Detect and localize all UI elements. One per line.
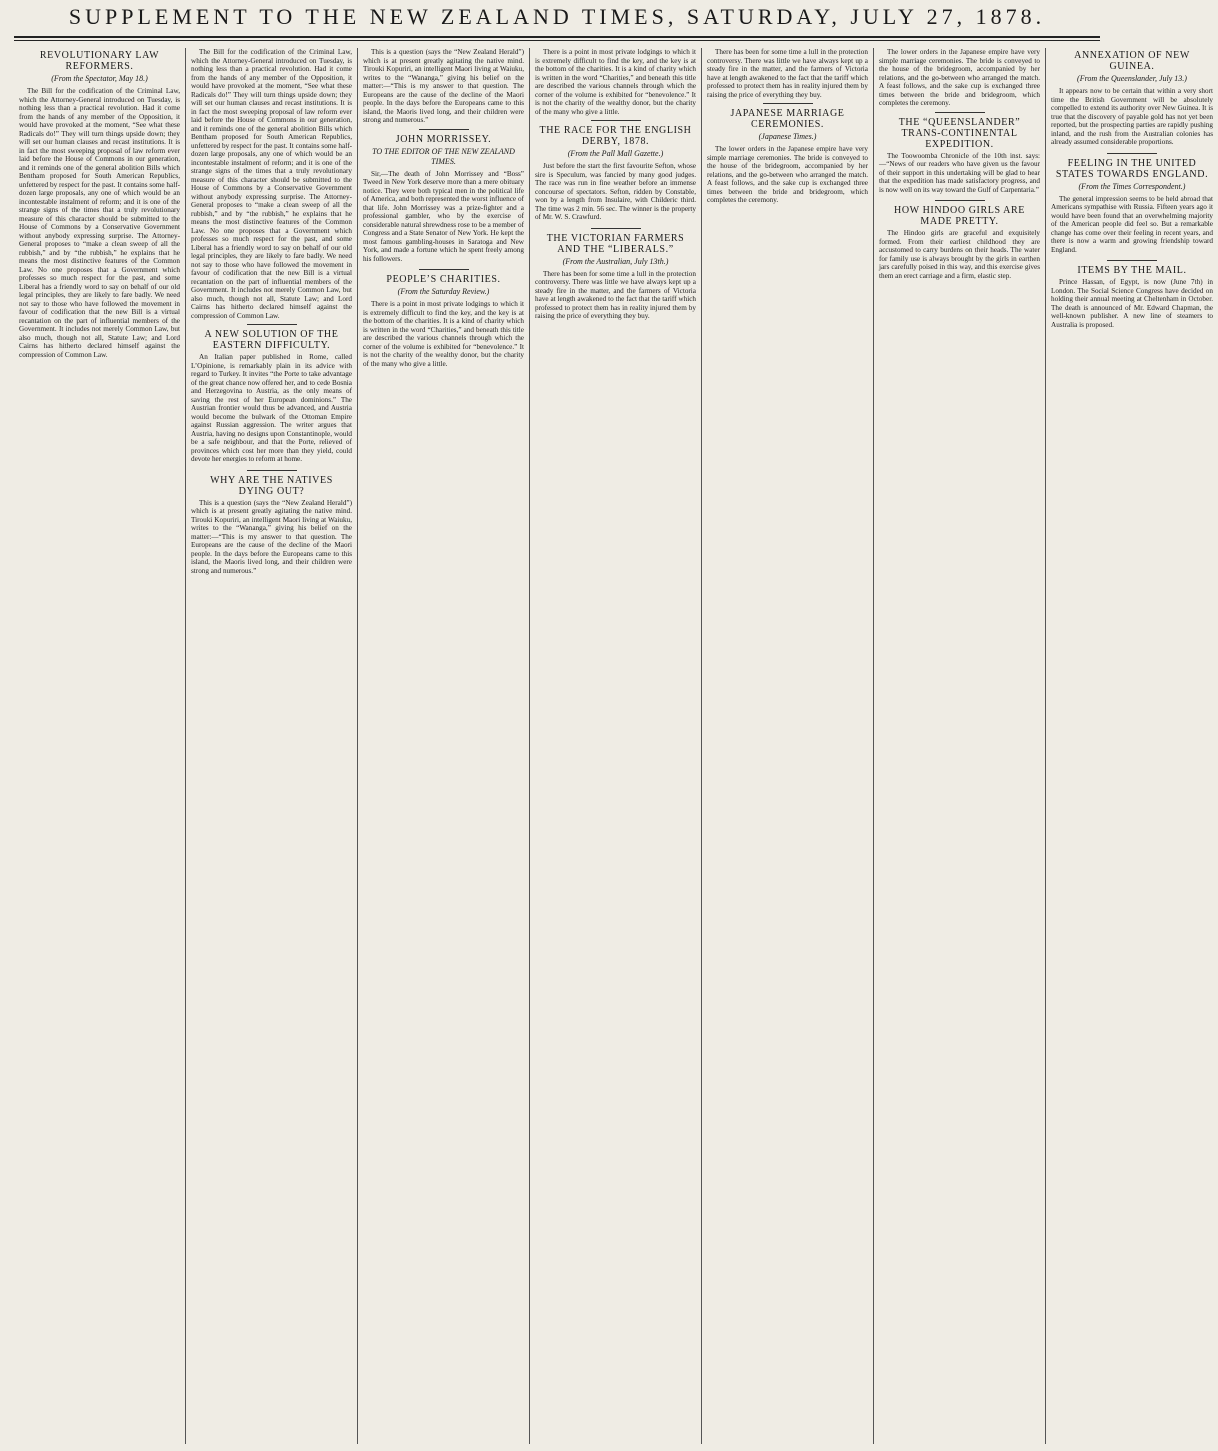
article-headline: ITEMS BY THE MAIL. [1077, 265, 1187, 276]
column-6 [874, 48, 1046, 1444]
column-3 [358, 48, 530, 1444]
section-divider [935, 112, 985, 113]
article-body: Prince Hassan, of Egypt, is now (June 7th) in London. The Social Science Congress have decided on holding their annual meeting at Cheltenham in October. The death is announced of Mr. Edward Chapman, the well-known publisher. A new line of steamers to Australia is proposed. [1051, 278, 1213, 329]
article-body-continued: There has been for some time a lull in the protection controversy. There was little we have always kept up a steady fire in the matter, and the farmers of Victoria have at length awakened to the fact that the tariff which professed to protect them has in reality injured them by raising the price of everything they buy. [707, 48, 868, 99]
section-divider [247, 324, 297, 325]
article-headline: THE RACE FOR THE ENGLISH DERBY, 1878. [539, 125, 692, 147]
article-body: An Italian paper published in Rome, called L’Opinione, is remarkably plain in its advice with regard to Turkey. It invites “the Porte to take advantage of the great chance now offered her, and to cede Bosnia and Herzegovina to Austria, as the only means of saving the rest of her European dominions.” The Austrian frontier would thus be advanced, and Austria would become the bulwark of the Ottoman Empire against Russian aggression. The writer argues that Austria, having no designs upon Constantinople, would be a safe neighbour, and that the Porte, relieved of provinces which cost her more than they yield, could devote her energies to reform at home. [191, 353, 352, 463]
section-divider [1107, 153, 1157, 154]
article-source: (From the Times Correspondent.) [1078, 181, 1186, 191]
article-body: This is a question (says the “New Zealand Herald”) which is at present greatly agitating the native mind. Tirouki Kopuriri, an intelligent Maori living at Waiuku, writes to the “Wananga,” giving his belief on the matter:—“This is my answer to that question. The Europeans are the cause of the decline of the Maori people. In the days before the Europeans came to this island, the Maoris lived long, and their children were strong and numerous.” [191, 498, 352, 575]
article-headline: FEELING IN THE UNITED STATES TOWARDS ENGLAND. [1055, 157, 1209, 180]
article-feeling-us-england [1051, 158, 1213, 255]
article-source: (From the Queenslander, July 13.) [1077, 74, 1187, 83]
article-headline: WHY ARE THE NATIVES DYING OUT? [210, 474, 333, 497]
article-body: There has been for some time a lull in the protection controversy. There was little we have always kept up a steady fire in the matter, and the farmers of Victoria have at length awakened to the fact that the tariff which professed to protect them has in reality injured them by raising the price of everything they buy. [535, 269, 696, 320]
column-2 [186, 48, 358, 1444]
section-divider [591, 120, 641, 121]
section-divider [419, 129, 469, 130]
article-source: (From the Spectator, May 18.) [51, 74, 148, 83]
article-john-morrissey [363, 134, 524, 264]
article-body: The general impression seems to be held abroad that Americans sympathise with Russia. Fifteen years ago it would have been found that an overwhelming majority of the American people did feel so. But a remarkable change has come over their feeling in recent years, and there is now a warm and growing friendship toward England. [1051, 194, 1213, 254]
section-divider [247, 470, 297, 471]
article-revolutionary-law-reformers [19, 50, 180, 359]
article-body: The Hindoo girls are graceful and exquisitely formed. From their earliest childhood they are accustomed to carry burdens on their heads. The water for family use is always brought by the girls in earthen jars carefully poised in this way, and this exercise gives them an erect carriage and a firm, elastic step. [879, 229, 1040, 280]
article-victorian-farmers [535, 233, 696, 321]
column-1 [14, 48, 186, 1444]
section-divider [763, 103, 813, 104]
article-headline: REVOLUTIONARY LAW REFORMERS. [39, 50, 160, 72]
article-headline: JOHN MORRISSEY. [395, 133, 492, 145]
article-peoples-charities [363, 274, 524, 368]
article-subheading: TO THE EDITOR OF THE NEW ZEALAND TIMES. [372, 146, 515, 166]
article-headline: JAPANESE MARRIAGE CEREMONIES. [730, 108, 845, 130]
masthead [0, 0, 1114, 38]
section-divider [419, 269, 469, 270]
article-source: (From the Australian, July 13th.) [562, 256, 669, 266]
article-body-continued: The Bill for the codification of the Criminal Law, which the Attorney-General introduced on Tuesday, is nothing less than a practical revolution. Had it come from the hands of any member of the Opposition, it would have provoked at the moment, “See what these Radicals do!” They will turn things upside down; they will set our human clauses and recast institutions. It is in fact the most sweeping proposal of law reform ever laid before the House of Commons in our generation, and it reminds one of the general abolition Bills which Bentham proposed for South American Republics, unfettered by respect for the past. It contains some half-dozen large proposals, any one of which would be an incontestable instalment of reform; and it is one of the strange signs of the times that a truly revolutionary measure of this character should be submitted to the House of Commons by a Conservative Government without anybody expressing surprise. The Attorney-General proposes to “make a clean sweep of all the rubbish,” and by “the rubbish,” he explains that he means the most distinctive features of the Common Law. No one proposes that a Government which professes so much respect for the past, and some Liberal has a friendly word to say on behalf of our old legal principles, they are likely to fare badly. We need not say to those who have followed the movement in favour of codification that the new Bill is a virtual recantation on the part of influential members of the Government. It includes not merely Common Law, but also much, though not all, Statute Law; and Lord Cairns has hitherto declared himself against the compression of Common Law. [191, 48, 352, 320]
column-4 [530, 48, 702, 1444]
article-body: There is a point in most private lodgings to which it is extremely difficult to find the key, and the key is at the bottom of the charities. It is a kind of charity which is written in the word “Charities,” and beneath this title are described the various channels through which the corner of the volume is exhibited for “benevolence.” It is not the charity of the wealthy donor, but the charity of the many who give a little. [363, 300, 524, 368]
article-body-continued: The lower orders in the Japanese empire have very simple marriage ceremonies. The bride is conveyed to the house of the bridegroom, accompanied by her relations, and the go-between who arranged the match. A feast follows, and the sake cup is exchanged three times between the bride and bridegroom, which completes the ceremony. [879, 48, 1040, 107]
article-body: It appears now to be certain that within a very short time the British Government will be absolutely compelled to extend its authority over New Guinea. It is true that the discovery of payable gold has not yet been reported, but the prospecting parties are rapidly pushing inland, and the rush from the Australian colonies has already assumed considerable proportions. [1051, 87, 1213, 146]
article-headline: PEOPLE’S CHARITIES. [386, 274, 501, 285]
article-source: (From the Saturday Review.) [397, 287, 490, 296]
column-7 [1046, 48, 1218, 1444]
article-headline: THE “QUEENSLANDER” TRANS-CONTINENTAL EXPEDITION. [898, 116, 1021, 150]
article-body: The lower orders in the Japanese empire have very simple marriage ceremonies. The bride is conveyed to the house of the bridegroom, accompanied by her relations, and the go-between who arranged the match. A feast follows, and the sake cup is exchanged three times between the bride and bridegroom, which completes the ceremony. [707, 145, 868, 204]
article-body-continued: This is a question (says the “New Zealand Herald”) which is at present greatly agitating the native mind. Tirouki Kopuriri, an intelligent Maori living at Waiuku, writes to the “Wananga,” giving his belief on the matter:—“This is my answer to that question. The Europeans are the cause of the decline of the Maori people. In the days before the Europeans came to this island, the Maoris lived long, and their children were strong and numerous.” [363, 48, 524, 124]
article-japanese-marriage [707, 108, 868, 205]
article-new-guinea [1051, 50, 1213, 147]
section-divider [935, 200, 985, 201]
masthead-title: SUPPLEMENT TO THE NEW ZEALAND TIMES, SATURDAY, JULY 27, 1878. [68, 4, 1046, 29]
article-headline: ANNEXATION OF NEW GUINEA. [1074, 50, 1190, 72]
article-body-continued: There is a point in most private lodgings to which it is extremely difficult to find the key, and the key is at the bottom of the charities. It is a kind of charity which is written in the word “Charities,” and beneath this title are described the various channels through which the corner of the volume is exhibited for “benevolence.” It is not the charity of the wealthy donor, but the charity of the many who give a little. [535, 48, 696, 116]
masthead-rule [14, 36, 1100, 38]
article-headline: THE VICTORIAN FARMERS AND THE “LIBERALS.” [546, 232, 685, 255]
article-body: Sir,—The death of John Morrissey and “Boss” Tweed in New York deserve more than a mere obituary notice. They were both typical men in the political life of America, and both represented the worst influence of that life. John Morrissey was a prize-fighter and a professional gambler, who by the exercise of considerable natural shrewdness rose to be a member of Congress and a State Senator of New York. He kept the most famous gambling-houses in Saratoga and New York, and made a fortune which he spent freely among his followers. [363, 169, 524, 263]
article-body: The Bill for the codification of the Criminal Law, which the Attorney-General introduced on Tuesday, is nothing less than a practical revolution. Had it come from the hands of any member of the Opposition, it would have provoked at the moment, “See what these Radicals do!” They will turn things upside down; they will set our human clauses and recast institutions. It is in fact the most sweeping proposal of law reform ever laid before the House of Commons in our generation, and it reminds one of the general abolition Bills which Bentham proposed for South American Republics, unfettered by respect for the past. It contains some half-dozen large proposals, any one of which would be an incontestable instalment of reform; and it is one of the strange signs of the times that a truly revolutionary measure of this character should be submitted to the House of Commons by a Conservative Government without anybody expressing surprise. The Attorney-General proposes to “make a clean sweep of all the rubbish,” and by “the rubbish,” he explains that he means the most distinctive features of the Common Law. No one proposes that a Government which professes so much respect for the past, and some Liberal has a friendly word to say on behalf of our old legal principles, they are likely to fare badly. We need not say to those who have followed the movement in favour of codification that the new Bill is a virtual recantation on the part of influential members of the Government. It includes not merely Common Law, but also much, though not all, Statute Law; and Lord Cairns has hitherto declared himself against the compression of Common Law. [19, 87, 180, 359]
article-items-by-mail [1051, 265, 1213, 329]
article-source: (Japanese Times.) [758, 132, 817, 141]
article-body: Just before the start the first favourite Sefton, whose sire is Speculum, was fancied by many good judges. The race was run in fine weather before an immense concourse of spectators. Sefton, ridden by Constable, won by a length from Insulaire, with Childeric third. The time was 2 min. 56 sec. The winner is the property of Mr. W. S. Crawfurd. [535, 162, 696, 221]
section-divider [1107, 260, 1157, 261]
section-divider [591, 228, 641, 229]
article-source: (From the Pall Mall Gazette.) [567, 149, 664, 158]
article-english-derby [535, 125, 696, 222]
newspaper-columns [14, 48, 1213, 1444]
article-body: The Toowoomba Chronicle of the 10th inst. says:—“News of our readers who have given us the favour of their support in this undertaking will be glad to hear that the expedition has made satisfactory progress, and is now well on its way toward the Gulf of Carpentaria.” [879, 151, 1040, 194]
article-eastern-difficulty [191, 329, 352, 464]
article-queenslander-expedition [879, 117, 1040, 195]
column-5 [702, 48, 874, 1444]
masthead-rule-secondary [14, 40, 1100, 41]
article-hindoo-girls [879, 205, 1040, 280]
article-headline: HOW HINDOO GIRLS ARE MADE PRETTY. [894, 205, 1025, 227]
article-headline: A NEW SOLUTION OF THE EASTERN DIFFICULTY. [204, 329, 339, 351]
article-natives-dying-out [191, 475, 352, 576]
